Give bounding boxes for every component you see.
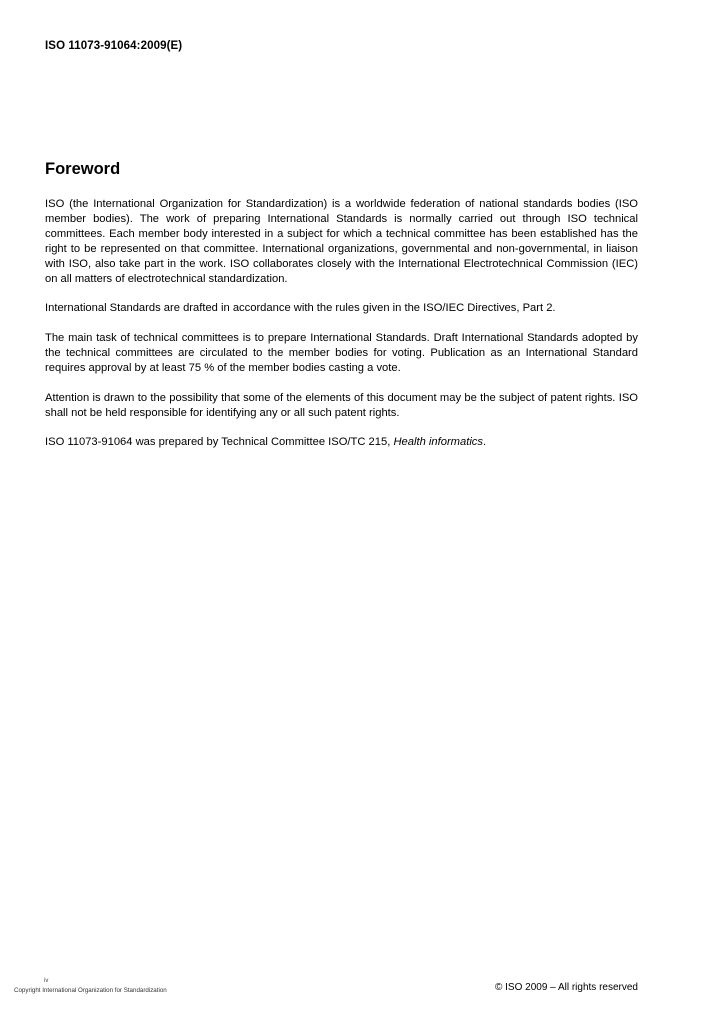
paragraph-iso-overview: ISO (the International Organization for Standardization) is a worldwide federation of national standards bodies (ISO member bodies). The work of preparing International Standards is normally carried out through ISO technical committees. Each member body interested in a subject for which a technical committee has been established has the right to be represented on that committee. International organizations, governmental and non-governmental, in liaison with ISO, also take part in the work. ISO collaborates closely with the International Electrotechnical Commission (IEC) on all matters of electrotechnical standardization. — [45, 198, 638, 285]
document-identifier: ISO 11073-91064:2009(E) — [45, 40, 183, 52]
copyright-small-print: Copyright International Organization for Standardization — [14, 987, 167, 994]
copyright-notice: © ISO 2009 – All rights reserved — [495, 982, 638, 993]
paragraph-committee-task: The main task of technical committees is to prepare International Standards. Draft International Standards adopted by the technical committees are circulated to the member bodies for voting. Publication as an International Standard requires approval by at least 75 % of the member bodies casting a vote. — [45, 332, 638, 374]
prepared-by-text: ISO 11073-91064 was prepared by Technical Committee ISO/TC 215, — [45, 436, 394, 449]
section-title: Foreword — [45, 160, 121, 178]
committee-title: Health informatics — [393, 436, 483, 449]
prepared-by-end: . — [483, 436, 487, 449]
paragraph-patent-rights: Attention is drawn to the possibility that some of the elements of this document may be the subject of patent rights. ISO shall not be held responsible for identifying any or all such patent rights. — [45, 391, 638, 419]
foreword-body — [45, 197, 638, 465]
page-number: iv — [44, 978, 49, 984]
paragraph-prepared-by — [45, 435, 638, 450]
paragraph-drafting-rules: International Standards are drafted in accordance with the rules given in the ISO/IEC Directives, Part 2. — [45, 302, 556, 315]
